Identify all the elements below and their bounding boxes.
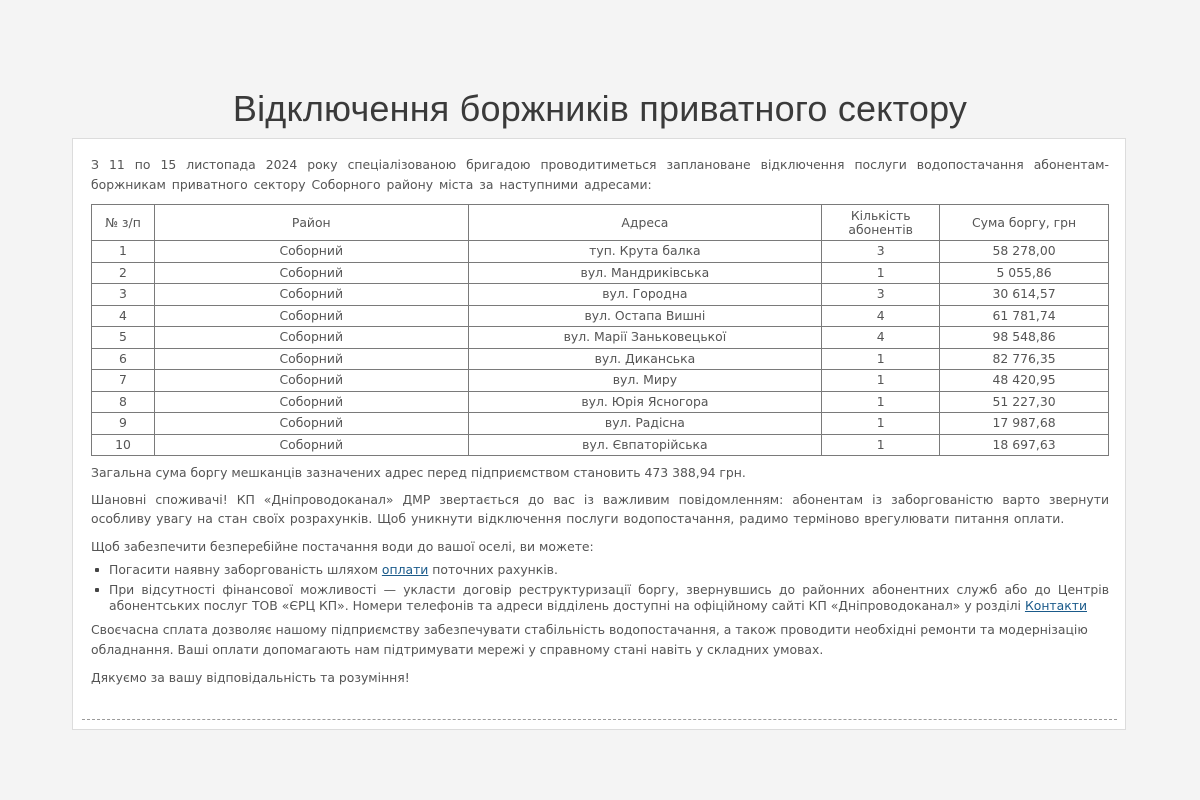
cell-num: 10 — [92, 434, 155, 456]
cell-num: 3 — [92, 284, 155, 306]
list-item-text: поточних рахунків. — [428, 562, 558, 577]
cell-district: Соборний — [154, 241, 468, 263]
bullet-icon — [95, 588, 99, 592]
dashed-divider — [82, 719, 1117, 720]
cell-address: туп. Крута балка — [468, 241, 822, 263]
cell-address: вул. Остапа Вишні — [468, 305, 822, 327]
cell-count: 1 — [822, 413, 940, 435]
page-title: Відключення боржників приватного сектору — [232, 88, 968, 129]
table-row — [92, 262, 1109, 284]
cell-count: 3 — [822, 284, 940, 306]
cell-debt: 17 987,68 — [940, 413, 1109, 435]
cell-count: 1 — [822, 262, 940, 284]
table-row — [92, 413, 1109, 435]
cell-district: Соборний — [154, 327, 468, 349]
table-header-row — [92, 205, 1109, 241]
cell-address: вул. Юрія Ясногора — [468, 391, 822, 413]
article-content — [72, 138, 1126, 730]
list-item-text: Погасити наявну заборгованість шляхом — [109, 562, 382, 577]
cell-num: 1 — [92, 241, 155, 263]
header-count — [822, 205, 940, 241]
table-row — [92, 327, 1109, 349]
cell-num: 9 — [92, 413, 155, 435]
header-count-line2: абонентів — [848, 221, 913, 237]
table-row — [92, 391, 1109, 413]
cell-district: Соборний — [154, 391, 468, 413]
cell-address: вул. Миру — [468, 370, 822, 392]
ways-intro-text: Щоб забезпечити безперебійне постачання води до вашої оселі, ви можете: — [91, 538, 594, 554]
cell-num: 6 — [92, 348, 155, 370]
table-row — [92, 241, 1109, 263]
cell-count: 4 — [822, 327, 940, 349]
cell-debt: 5 055,86 — [940, 262, 1109, 284]
cell-num: 4 — [92, 305, 155, 327]
article-body — [91, 155, 1109, 688]
cell-debt: 48 420,95 — [940, 370, 1109, 392]
appeal-paragraph: Шановні споживачі! КП «Дніпроводоканал» ДМР звертається до вас із важливим повідомленням: абонентам із заборгованістю варто звернути особливу увагу на стан своїх розрахунків. Щоб уникнути відключення послуги водопостачання, радимо терміново врегулювати питання оплати. — [91, 491, 1109, 526]
cell-num: 8 — [92, 391, 155, 413]
cell-debt: 30 614,57 — [940, 284, 1109, 306]
cell-num: 2 — [92, 262, 155, 284]
cell-address: вул. Диканська — [468, 348, 822, 370]
header-debt: Сума боргу, грн — [940, 205, 1109, 241]
payment-link[interactable]: оплати — [381, 562, 429, 577]
cell-address: вул. Мандриківська — [468, 262, 822, 284]
table-row — [92, 370, 1109, 392]
table-row — [92, 348, 1109, 370]
cell-address: вул. Євпаторійська — [468, 434, 822, 456]
cell-count: 1 — [822, 370, 940, 392]
cell-address: вул. Марії Заньковецької — [468, 327, 822, 349]
header-num: № з/п — [92, 205, 155, 241]
cell-count: 1 — [822, 391, 940, 413]
total-debt-text: Загальна сума боргу мешканців зазначених адрес перед підприємством становить 473 388,94 грн. — [91, 465, 746, 480]
cell-district: Соборний — [154, 262, 468, 284]
cell-debt: 82 776,35 — [940, 348, 1109, 370]
debtors-table — [91, 204, 1109, 456]
thanks-text: Дякуємо за вашу відповідальність та розуміння! — [91, 670, 410, 685]
cell-district: Соборний — [154, 305, 468, 327]
cell-debt: 58 278,00 — [940, 241, 1109, 263]
list-item-text: При відсутності фінансової можливості — укласти договір реструктуризації боргу, звернувшись до районних абонентних служб або до Центрів абонентських послуг ТОВ «ЄРЦ КП». Номери телефонів та адреси відділень доступні на офіційному сайті КП «Дніпроводоканал» у розділі — [109, 582, 1109, 613]
cell-count: 3 — [822, 241, 940, 263]
header-district: Район — [154, 205, 468, 241]
table-row — [92, 284, 1109, 306]
cell-district: Соборний — [154, 348, 468, 370]
cell-debt: 18 697,63 — [940, 434, 1109, 456]
cell-count: 4 — [822, 305, 940, 327]
table-row — [92, 305, 1109, 327]
cell-district: Соборний — [154, 284, 468, 306]
header-count-line1: Кількість — [850, 207, 911, 223]
header-address: Адреса — [468, 205, 822, 241]
contacts-link[interactable]: Контакти — [1024, 598, 1087, 613]
cell-district: Соборний — [154, 434, 468, 456]
bullet-icon — [95, 568, 99, 572]
table-row — [92, 434, 1109, 456]
cell-count: 1 — [822, 348, 940, 370]
closing-paragraph: Своєчасна сплата дозволяє нашому підприємству забезпечувати стабільність водопостачання, а також проводити необхідні ремонти та модернізацію обладнання. Ваші оплати допомагають нам підтримувати мережі у справному стані навіть у складних умовах. — [91, 622, 1088, 657]
list-item — [109, 562, 1109, 578]
cell-num: 7 — [92, 370, 155, 392]
cell-district: Соборний — [154, 413, 468, 435]
cell-num: 5 — [92, 327, 155, 349]
intro-paragraph: З 11 по 15 листопада 2024 року спеціалізованою бригадою проводитиметься заплановане відключення послуги водопостачання абонентам-боржникам приватного сектору Соборного району міста за наступними адресами: — [91, 157, 1109, 192]
cell-count: 1 — [822, 434, 940, 456]
cell-debt: 51 227,30 — [940, 391, 1109, 413]
cell-address: вул. Городна — [468, 284, 822, 306]
cell-debt: 61 781,74 — [940, 305, 1109, 327]
cell-address: вул. Радісна — [468, 413, 822, 435]
ways-list — [91, 562, 1109, 614]
cell-debt: 98 548,86 — [940, 327, 1109, 349]
cell-district: Соборний — [154, 370, 468, 392]
list-item — [109, 582, 1109, 614]
